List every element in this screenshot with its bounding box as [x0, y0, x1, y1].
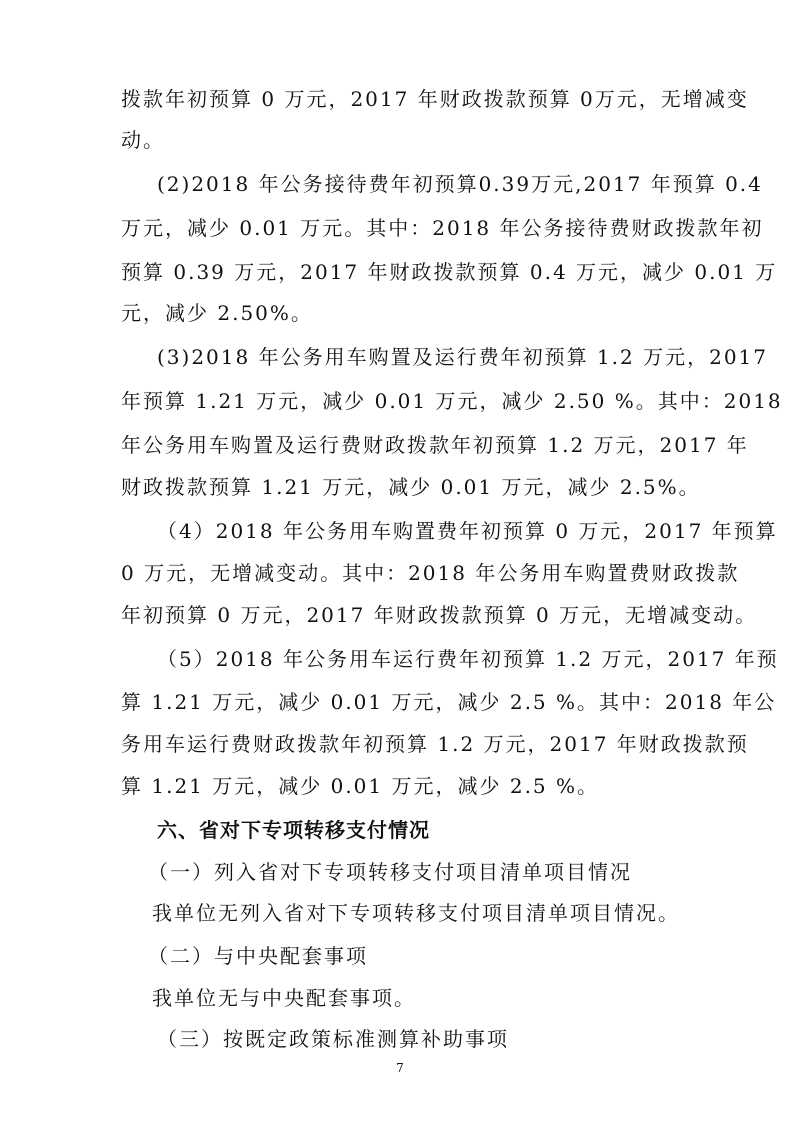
- subsection-heading: （二）与中央配套事项: [148, 944, 368, 968]
- paragraph-line: 我单位无与中央配套事项。: [152, 986, 416, 1010]
- paragraph-line: 年公务用车购置及运行费财政拨款年初预算 1.2 万元，2017 年: [121, 433, 749, 457]
- subsection-heading: （一）列入省对下专项转移支付项目清单项目情况: [148, 860, 632, 884]
- paragraph-line: （5）2018 年公务用车运行费年初预算 1.2 万元，2017 年预: [157, 647, 779, 671]
- paragraph-line: 动。: [121, 128, 165, 152]
- paragraph-line: （4）2018 年公务用车购置费年初预算 0 万元，2017 年预算: [157, 519, 778, 543]
- paragraph-line: 元，减少 2.50%。: [121, 301, 313, 325]
- paragraph-line: 务用车运行费财政拨款年初预算 1.2 万元，2017 年财政拨款预: [121, 732, 749, 756]
- paragraph-line: (3)2018 年公务用车购置及运行费年初预算 1.2 万元，2017: [157, 345, 769, 369]
- paragraph-line: 我单位无列入省对下专项转移支付项目清单项目情况。: [152, 901, 680, 925]
- paragraph-line: 算 1.21 万元，减少 0.01 万元，减少 2.5 %。: [121, 774, 600, 798]
- paragraph-line: 财政拨款预算 1.21 万元，减少 0.01 万元，减少 2.5%。: [121, 475, 701, 499]
- subsection-heading: （三）按既定政策标准测算补助事项: [157, 1027, 509, 1051]
- paragraph-line: (2)2018 年公务接待费年初预算0.39万元,2017 年预算 0.4: [157, 172, 763, 196]
- paragraph-line: 拨款年初预算 0 万元，2017 年财政拨款预算 0万元，无增减变: [121, 87, 749, 111]
- paragraph-line: 年初预算 0 万元，2017 年财政拨款预算 0 万元，无增减变动。: [121, 603, 758, 627]
- paragraph-line: 万元，减少 0.01 万元。其中：2018 年公务接待费财政拨款年初: [121, 216, 764, 240]
- paragraph-line: 0 万元，无增减变动。其中：2018 年公务用车购置费财政拨款: [121, 561, 740, 585]
- paragraph-line: 预算 0.39 万元，2017 年财政拨款预算 0.4 万元，减少 0.01 万: [121, 260, 778, 284]
- paragraph-line: 算 1.21 万元，减少 0.01 万元，减少 2.5 %。其中：2018 年公: [121, 690, 777, 714]
- page-number: 7: [396, 1061, 404, 1075]
- section-heading: 六、省对下专项转移支付情况: [157, 818, 430, 842]
- paragraph-line: 年预算 1.21 万元，减少 0.01 万元，减少 2.50 %。其中：2018: [121, 389, 783, 413]
